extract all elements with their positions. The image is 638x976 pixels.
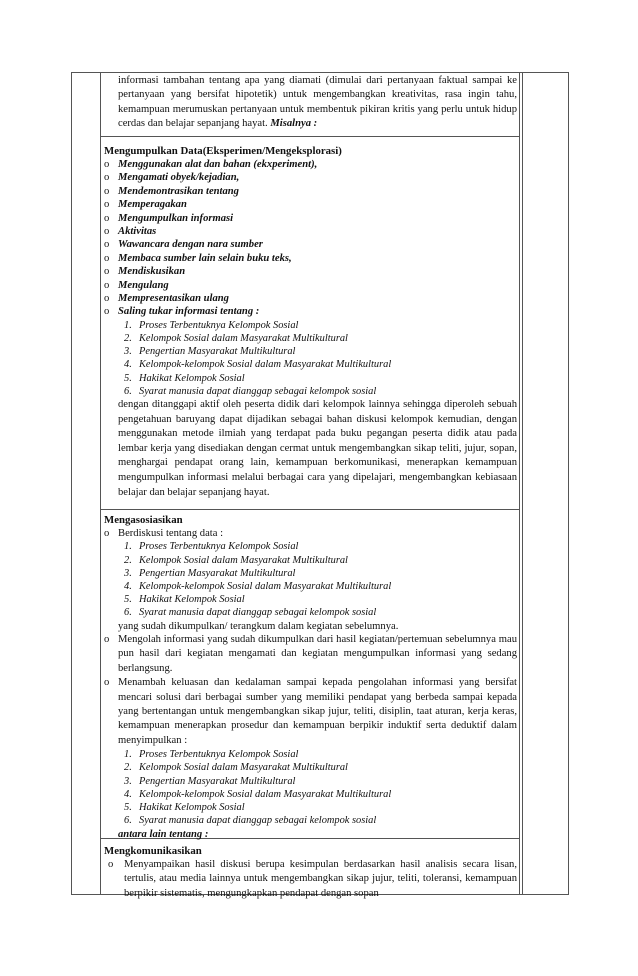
mengumpulkan-closing: dengan ditanggapi aktif oleh peserta didik dari kelompok lainnya sehingga diperoleh sebuah pengetahuan baruyang dapat dijadikan sebagai bahan diskusi kelompok kemudian, dengan menggunakan metode ilmiah yang terdapat pada buku pegangan peserta didik atau pada lembar kerja yang disediakan dengan cermat untuk mengembangkan sikap teliti, jujur, sopan, menghargai pendapat orang lain, kemampuan berkomunikasi, menerapkan kemampuan mengumpulkan informasi melalui berbagai cara yang dipelajari, mengembangkan kebiasaan belajar dan belajar sepanjang hayat. [118, 399, 517, 498]
topic-item: 6. Syarat manusia dapat dianggap sebagai kelompok sosial [124, 385, 377, 397]
list-item: o Mendemontrasikan tentang [104, 185, 239, 197]
mengkomunikasikan-heading: Mengkomunikasikan [104, 845, 202, 857]
list-item: o Mengulang [104, 279, 169, 291]
topic-item: 1. Proses Terbentuknya Kelompok Sosial [124, 749, 299, 761]
asosiasi-closing: antara lain tentang : [118, 828, 209, 840]
list-item: o Memperagakan [104, 199, 187, 211]
table-content [104, 74, 517, 899]
list-item: o Menambah keluasan dan kedalaman sampai kepada pengolahan informasi yang bersifat mencari solusi dari berbagai sumber yang memiliki pendapat yang berbeda sampai kepada yang bertentangan untuk mengembangkan sikap jujur, teliti, disiplin, taat aturan, kerja keras, kemampuan menerapkan prosedur dan kemampuan berpikir induktif serta deduktif dalam menyimpulkan : [104, 677, 517, 746]
table-column-divider-mid-double [522, 72, 523, 895]
intro-paragraph [104, 74, 517, 132]
mengumpulkan-section [104, 136, 517, 500]
topic-item: 2. Kelompok Sosial dalam Masyarakat Multikultural [124, 554, 348, 566]
mengkomunikasikan-section [104, 844, 517, 901]
topic-item: 3. Pengertian Masyarakat Multikultural [124, 775, 296, 787]
list-item: o Membaca sumber lain selain buku teks, [104, 252, 292, 264]
list-item: o Berdiskusi tentang data : [104, 528, 224, 539]
list-item: o Mendiskusikan [104, 266, 186, 278]
intro-tail: Misalnya : [270, 118, 318, 130]
mengumpulkan-heading: Mengumpulkan Data(Eksperimen/Mengeksplorasi) [104, 145, 342, 157]
table-column-divider-mid [519, 72, 520, 895]
topic-item: 1. Proses Terbentuknya Kelompok Sosial [124, 541, 299, 553]
topic-item: 4. Kelompok-kelompok Sosial dalam Masyarakat Multikultural [124, 581, 392, 593]
list-item: o Saling tukar informasi tentang : [104, 306, 260, 318]
asosiasi-after-list: yang sudah dikumpulkan/ terangkum dalam kegiatan sebelumnya. [118, 620, 399, 632]
topic-item: 2. Kelompok Sosial dalam Masyarakat Multikultural [124, 333, 348, 345]
topic-item: 4. Kelompok-kelompok Sosial dalam Masyarakat Multikultural [124, 359, 392, 371]
topic-item: 6. Syarat manusia dapat dianggap sebagai kelompok sosial [124, 607, 377, 619]
topic-item: 3. Pengertian Masyarakat Multikultural [124, 567, 296, 579]
list-item: o Mengolah informasi yang sudah dikumpulkan dari hasil kegiatan/pertemuan sebelumnya mau pun hasil dari kegiatan mengamati dan kegiatan mengumpulkan informasi yang sedang berlangsung. [104, 634, 517, 674]
list-item: o Aktivitas [104, 226, 157, 238]
intro-text: informasi tambahan tentang apa yang diamati (dimulai dari pertanyaan faktual sampai ke pertanyaan yang bersifat hipotetik) untuk mengembangkan kreativitas, rasa ingin tahu, kemampuan merumuskan pertanyaan untuk membentuk pikiran kritis yang perlu untuk hidup cerdas dan belajar sepanjang hayat. [118, 75, 517, 130]
list-item: o Menyampaikan hasil diskusi berupa kesimpulan berdasarkan hasil analisis secara lisan, tertulis, atau media lainnya untuk mengembangkan sikap jujur, teliti, toleransi, kemampuan berpikir sistematis, mengungkapkan pendapat dengan sopan [108, 859, 517, 899]
topic-list-2 [104, 540, 517, 619]
list-item: o Wawancara dengan nara sumber [104, 239, 263, 251]
list-item: o Mengumpulkan informasi [104, 212, 234, 224]
mengasosiasikan-heading: Mengasosiasikan [104, 514, 183, 526]
intro-section [104, 74, 517, 136]
topic-item: 5. Hakikat Kelompok Sosial [124, 594, 245, 606]
topic-item: 3. Pengertian Masyarakat Multikultural [124, 346, 296, 358]
topic-item: 5. Hakikat Kelompok Sosial [124, 802, 245, 814]
topic-list-1 [104, 319, 517, 398]
table-column-divider-left [100, 72, 101, 895]
topic-item: 2. Kelompok Sosial dalam Masyarakat Multikultural [124, 762, 348, 774]
list-item: o Mengamati obyek/kejadian, [104, 172, 240, 184]
list-item: o Menggunakan alat dan bahan (ekxperiment), [104, 159, 318, 170]
topic-item: 6. Syarat manusia dapat dianggap sebagai kelompok sosial [124, 815, 377, 827]
topic-item: 4. Kelompok-kelompok Sosial dalam Masyarakat Multikultural [124, 788, 392, 800]
topic-list-3 [104, 748, 517, 827]
topic-item: 5. Hakikat Kelompok Sosial [124, 372, 245, 384]
list-item: o Mempresentasikan ulang [104, 293, 229, 305]
mengasosiasikan-section [104, 513, 517, 841]
topic-item: 1. Proses Terbentuknya Kelompok Sosial [124, 319, 299, 331]
row-divider-2 [100, 509, 520, 510]
